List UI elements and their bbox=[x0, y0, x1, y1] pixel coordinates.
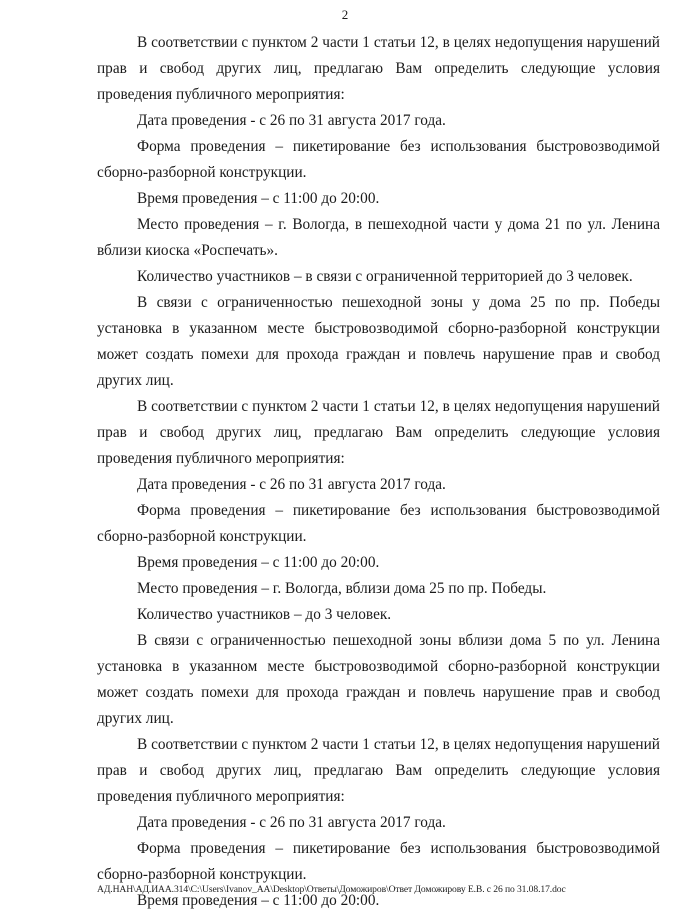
paragraph-restriction-2: В связи с ограниченностью пешеходной зоны вблизи дома 5 по ул. Ленина установка в указанном месте быстровозводимой сборно-разборной конструкции может создать помехи для прохода граждан и повлечь нарушение прав и свобод других лиц. bbox=[97, 632, 660, 727]
paragraph-form-3: Форма проведения – пикетирование без использования быстровозводимой сборно-разборной конструкции. bbox=[97, 840, 660, 883]
paragraph-conditions-intro-2: В соответствии с пунктом 2 части 1 статьи 12, в целях недопущения нарушений прав и свобод других лиц, предлагаю Вам определить следующие условия проведения публичного мероприятия: bbox=[97, 398, 660, 467]
paragraph-participants-1: Количество участников – в связи с ограниченной территорией до 3 человек. bbox=[137, 268, 633, 285]
paragraph-conditions-intro-1: В соответствии с пунктом 2 части 1 статьи 12, в целях недопущения нарушений прав и свобод других лиц, предлагаю Вам определить следующие условия проведения публичного мероприятия: bbox=[97, 34, 660, 103]
paragraph-participants-2: Количество участников – до 3 человек. bbox=[137, 606, 392, 623]
paragraph-conditions-intro-3: В соответствии с пунктом 2 части 1 статьи 12, в целях недопущения нарушений прав и свобод других лиц, предлагаю Вам определить следующие условия проведения публичного мероприятия: bbox=[97, 736, 660, 805]
document-body bbox=[97, 30, 660, 914]
paragraph-form-2: Форма проведения – пикетирование без использования быстровозводимой сборно-разборной конструкции. bbox=[97, 502, 660, 545]
paragraph-place-2: Место проведения – г. Вологда, вблизи дома 25 по пр. Победы. bbox=[137, 580, 547, 597]
page-number: 2 bbox=[341, 7, 349, 22]
paragraph-time-1: Время проведения – с 11:00 до 20:00. bbox=[137, 190, 380, 207]
paragraph-time-2: Время проведения – с 11:00 до 20:00. bbox=[137, 554, 380, 571]
paragraph-restriction-1: В связи с ограниченностью пешеходной зоны у дома 25 по пр. Победы установка в указанном месте быстровозводимой сборно-разборной конструкции может создать помехи для прохода граждан и повлечь нарушение прав и свобод других лиц. bbox=[97, 294, 660, 389]
paragraph-date-2: Дата проведения - с 26 по 31 августа 2017 года. bbox=[137, 476, 446, 493]
paragraph-date-1: Дата проведения - с 26 по 31 августа 2017 года. bbox=[137, 112, 446, 129]
paragraph-time-3: Время проведения – с 11:00 до 20:00. bbox=[137, 892, 380, 909]
footer-file-path: АД.НАН\АД.ИАА.314\C:\Users\Ivanov_AA\Desktop\Ответы\Доможиров\Ответ Доможирову Е.В. с 26 по 31.08.17.doc bbox=[97, 884, 566, 895]
paragraph-place-1: Место проведения – г. Вологда, в пешеходной части у дома 21 по ул. Ленина вблизи киоска «Роспечать». bbox=[97, 216, 660, 259]
paragraph-date-3: Дата проведения - с 26 по 31 августа 2017 года. bbox=[137, 814, 446, 831]
paragraph-form-1: Форма проведения – пикетирование без использования быстровозводимой сборно-разборной конструкции. bbox=[97, 138, 660, 181]
